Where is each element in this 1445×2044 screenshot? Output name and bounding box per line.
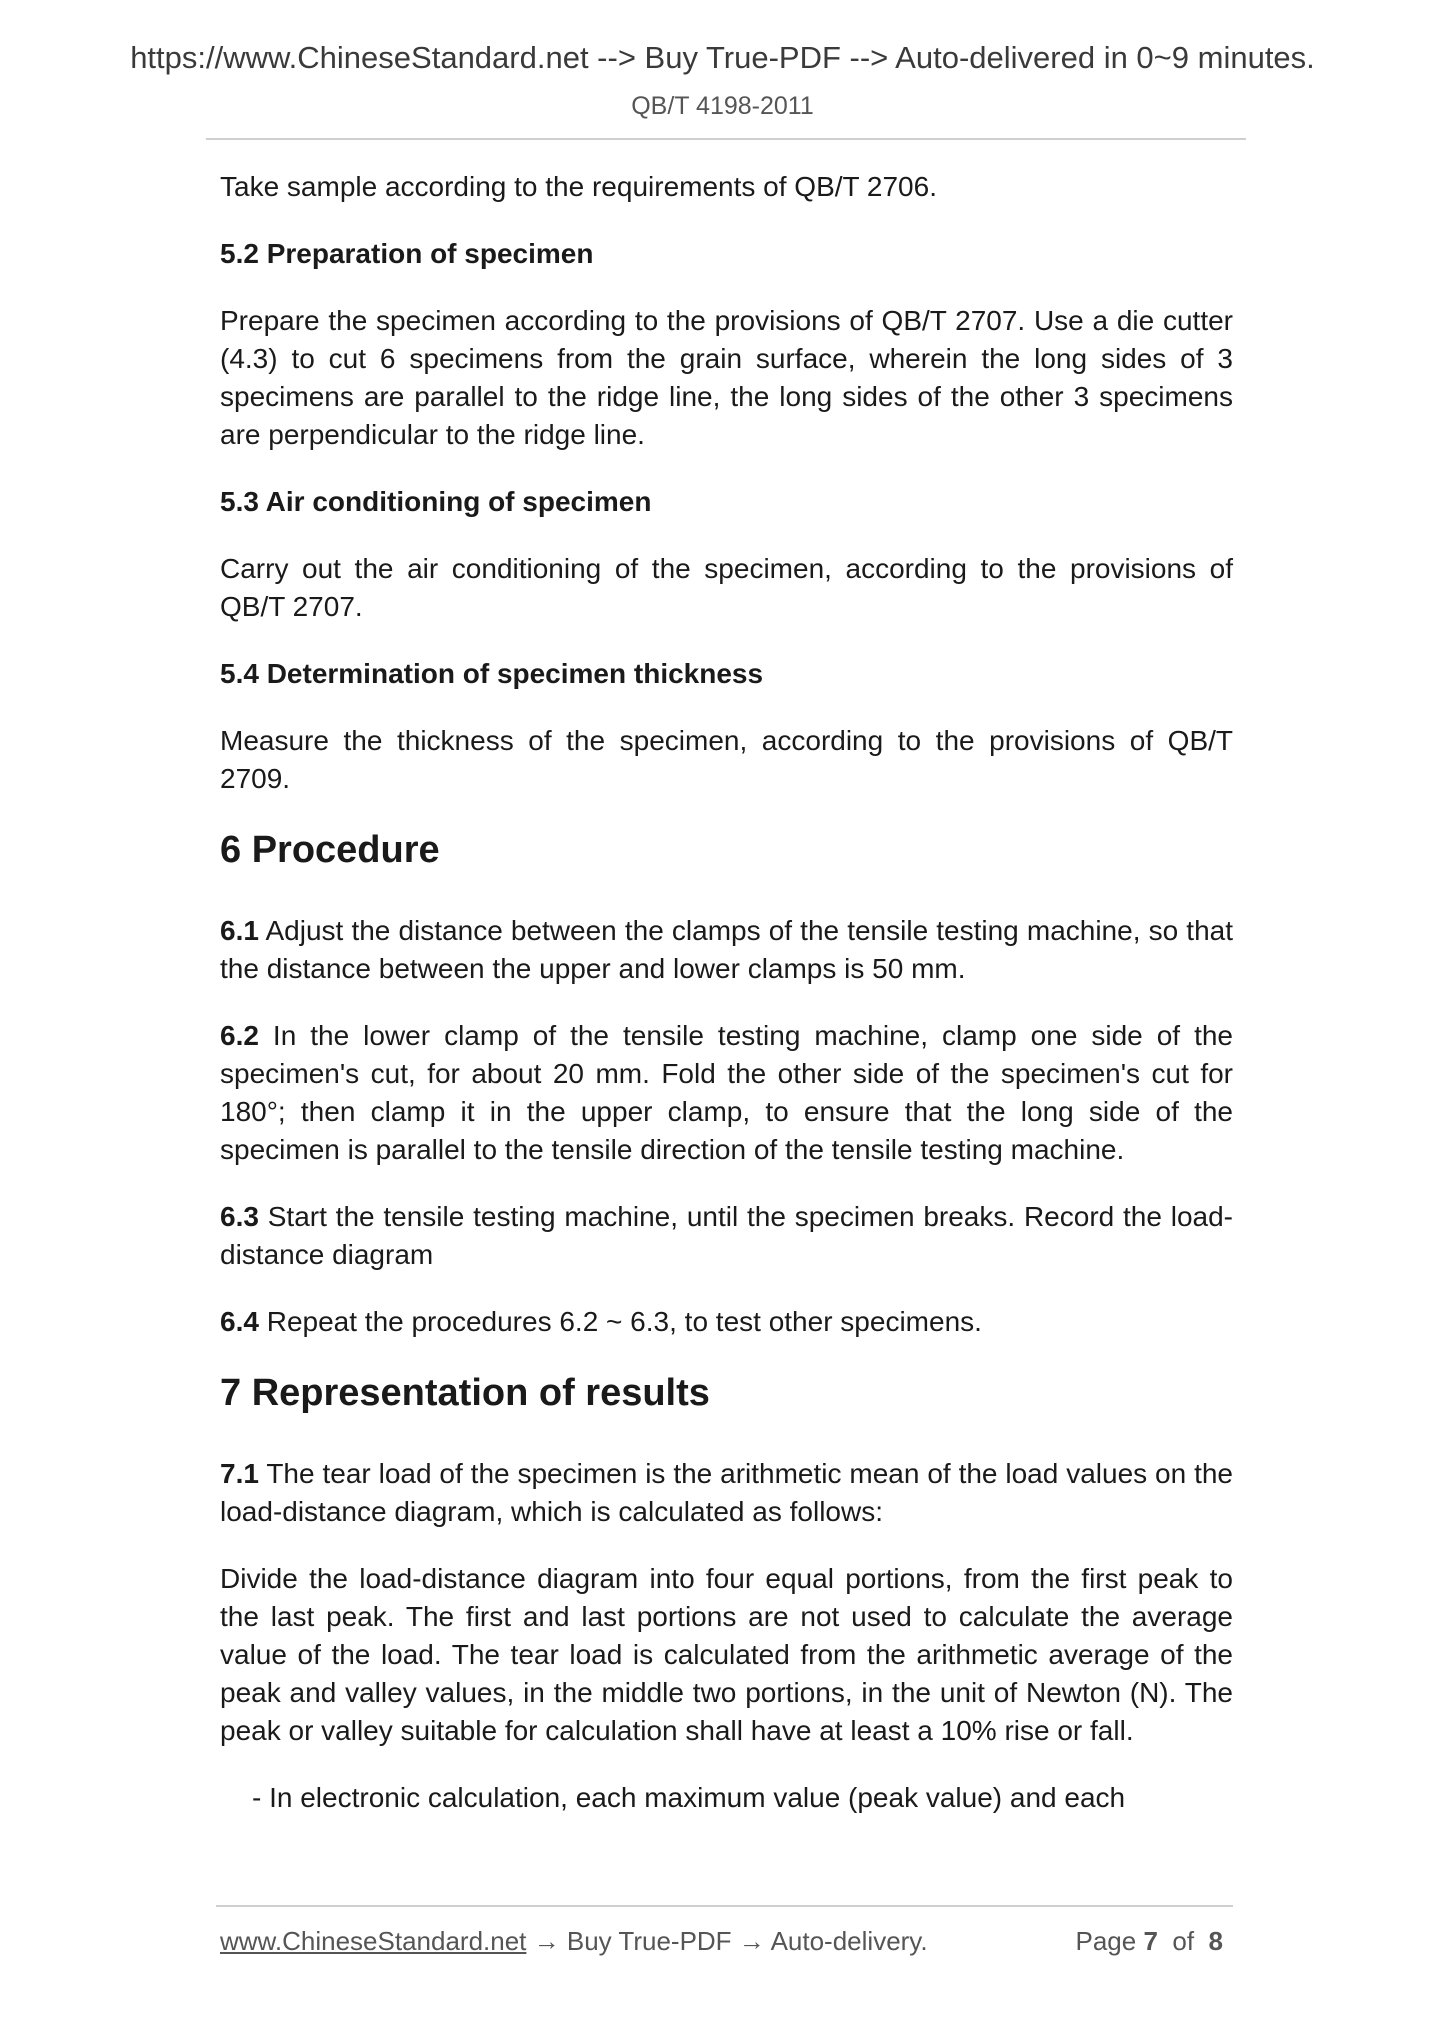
clause-text: In the lower clamp of the tensile testing machine, clamp one side of the specimen's cut, for about 20 mm. Fold the other side of the specimen's cut for 180°; then clamp it in the upper clamp, to ensure that the long side of the specimen is parallel to the tensile direction of the tensile testing machine. bbox=[220, 1020, 1233, 1165]
clause-number: 6.3 bbox=[220, 1201, 259, 1232]
clause-text: Repeat the procedures 6.2 ~ 6.3, to test other specimens. bbox=[258, 1306, 982, 1337]
clause-number: 6.1 bbox=[220, 915, 259, 946]
page-indicator bbox=[1076, 1926, 1224, 1957]
clause-7-1 bbox=[220, 1455, 1233, 1531]
clause-text: The tear load of the specimen is the arithmetic mean of the load values on the load-distance diagram, which is calculated as follows: bbox=[220, 1458, 1233, 1527]
heading-5-4: 5.4 Determination of specimen thickness bbox=[220, 658, 764, 689]
clause-6-4 bbox=[220, 1303, 1233, 1341]
paragraph-divide-diagram: Divide the load-distance diagram into four equal portions, from the first peak to the last peak. The first and last portions are not used to calculate the average value of the load. The tear load is calculated from the arithmetic average of the peak and valley values, in the middle two portions, in the unit of Newton (N). The peak or valley suitable for calculation shall have at least a 10% rise or fall. bbox=[220, 1563, 1233, 1746]
heading-5-2: 5.2 Preparation of specimen bbox=[220, 238, 594, 269]
header-url-line: https://www.ChineseStandard.net --> Buy True-PDF --> Auto-delivered in 0~9 minutes. bbox=[130, 40, 1315, 75]
footer bbox=[220, 1926, 1233, 1957]
page-content bbox=[220, 168, 1233, 1846]
heading-5-3: 5.3 Air conditioning of specimen bbox=[220, 486, 652, 517]
clause-number: 7.1 bbox=[220, 1458, 259, 1489]
document-code: QB/T 4198-2011 bbox=[631, 92, 814, 120]
heading-6-procedure: 6 Procedure bbox=[220, 829, 440, 871]
page-number: 7 bbox=[1143, 1926, 1158, 1956]
clause-6-1 bbox=[220, 912, 1233, 988]
header-divider bbox=[206, 138, 1246, 140]
paragraph-sampling: Take sample according to the requirements of QB/T 2706. bbox=[220, 171, 937, 202]
clause-text: Adjust the distance between the clamps of the tensile testing machine, so that the distance between the upper and lower clamps is 50 mm. bbox=[220, 915, 1233, 984]
footer-tagline: → Buy True-PDF → Auto-delivery. bbox=[526, 1926, 928, 1956]
page-word: Page bbox=[1075, 1926, 1137, 1956]
heading-7-results: 7 Representation of results bbox=[220, 1372, 710, 1414]
of-word: of bbox=[1172, 1926, 1195, 1956]
paragraph-5-3: Carry out the air conditioning of the specimen, according to the provisions of QB/T 2707. bbox=[220, 553, 1233, 622]
clause-number: 6.2 bbox=[220, 1020, 259, 1051]
clause-6-3 bbox=[220, 1198, 1233, 1274]
clause-text: Start the tensile testing machine, until the specimen breaks. Record the load-distance diagram bbox=[220, 1201, 1233, 1270]
clause-6-2 bbox=[220, 1017, 1233, 1169]
list-item-electronic-calculation: - In electronic calculation, each maximum value (peak value) and each bbox=[252, 1782, 1126, 1813]
footer-site-link[interactable]: www.ChineseStandard.net bbox=[220, 1926, 527, 1956]
paragraph-5-2: Prepare the specimen according to the provisions of QB/T 2707. Use a die cutter (4.3) to cut 6 specimens from the grain surface, wherein the long sides of 3 specimens are parallel to the ridge line, the long sides of the other 3 specimens are perpendicular to the ridge line. bbox=[220, 305, 1233, 450]
footer-divider bbox=[216, 1905, 1233, 1907]
clause-number: 6.4 bbox=[220, 1306, 259, 1337]
page-total: 8 bbox=[1208, 1926, 1223, 1956]
paragraph-5-4: Measure the thickness of the specimen, according to the provisions of QB/T 2709. bbox=[220, 725, 1233, 794]
